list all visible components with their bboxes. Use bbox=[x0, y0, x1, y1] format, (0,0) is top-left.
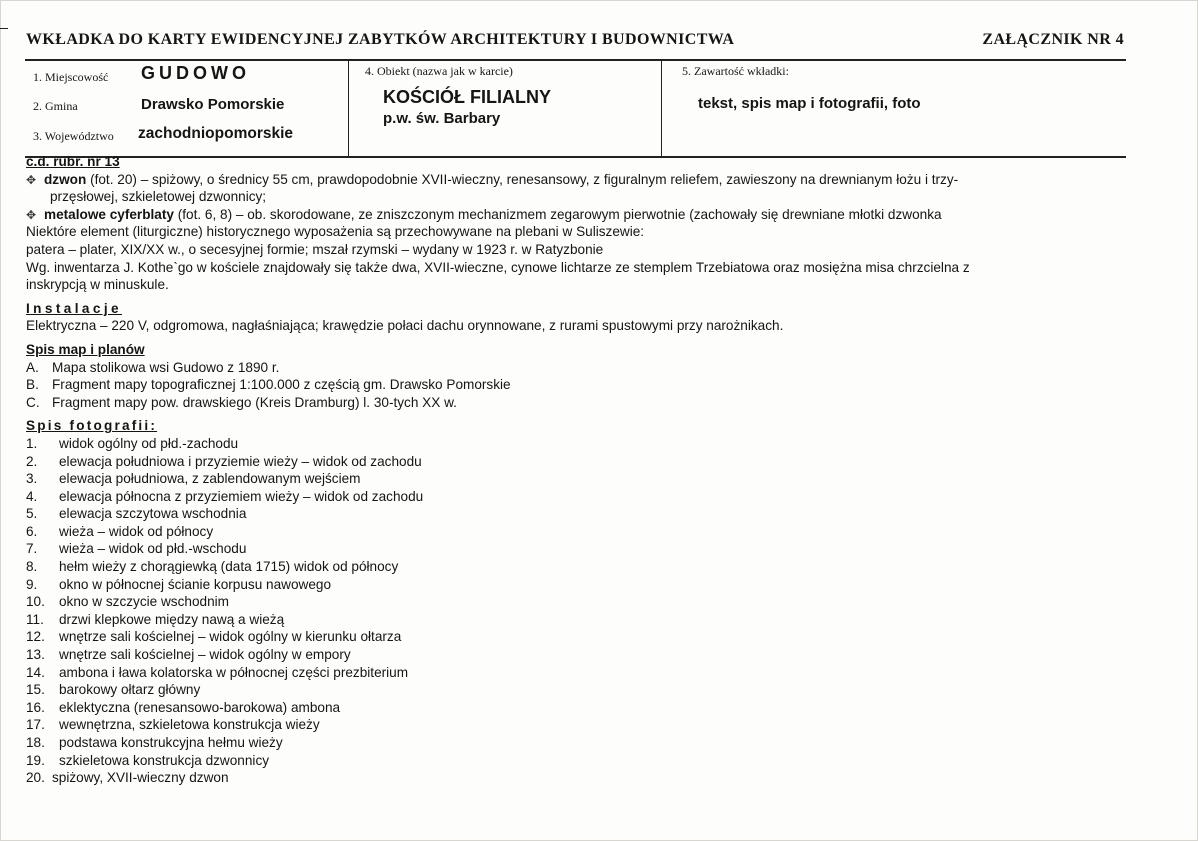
object-column bbox=[348, 61, 661, 156]
maps-list bbox=[26, 359, 1136, 412]
list-item: 9. okno w północnej ścianie korpusu nawowego bbox=[26, 576, 332, 592]
list-item: 5. elewacja szczytowa wschodnia bbox=[26, 506, 247, 522]
photos-list bbox=[26, 435, 1136, 787]
object-value-dedication: p.w. św. Barbary bbox=[383, 110, 501, 127]
insert-body bbox=[26, 153, 1136, 787]
bullet-diamond-icon: ✥ bbox=[26, 172, 37, 187]
installations-heading: Instalacje bbox=[26, 300, 122, 316]
commune-value: Drawsko Pomorskie bbox=[141, 96, 285, 113]
corner-mark bbox=[0, 28, 8, 29]
contents-label: 5. Zawartość wkładki: bbox=[682, 64, 789, 78]
list-item: 1. widok ogólny od płd.-zachodu bbox=[26, 435, 239, 451]
annex-number: ZAŁĄCZNIK NR 4 bbox=[982, 31, 1124, 48]
list-item: 7. wieża – widok od płd.-wschodu bbox=[26, 541, 247, 557]
list-item: 8. hełm wieży z chorągiewką (data 1715) widok od północy bbox=[26, 559, 399, 575]
voivodeship-label: 3. Województwo bbox=[33, 129, 114, 143]
list-item: 10. okno w szczycie wschodnim bbox=[26, 594, 229, 610]
list-item: 20. spiżowy, XVII-wieczny dzwon bbox=[26, 770, 229, 786]
list-item: A. Mapa stolikowa wsi Gudowo z 1890 r. bbox=[26, 359, 280, 375]
form-fields-table bbox=[25, 59, 1126, 158]
object-value-name: KOŚCIÓŁ FILIALNY bbox=[383, 87, 551, 107]
list-item: 12. wnętrze sali kościelnej – widok ogólny w kierunku ołtarza bbox=[26, 629, 402, 645]
contents-value: tekst, spis map i fotografii, foto bbox=[698, 95, 921, 112]
contents-column bbox=[661, 61, 1127, 156]
paten-missal-text: patera – plater, XIX/XX w., o secesyjnej formie; mszał rzymski – wydany w 1923 r. w Ratyzbonie bbox=[26, 241, 604, 257]
place-label: 1. Miejscowość bbox=[33, 70, 109, 84]
list-item: 2. elewacja południowa i przyziemie wieży – widok od zachodu bbox=[26, 453, 422, 469]
list-item: 19. szkieletowa konstrukcja dzwonnicy bbox=[26, 752, 270, 768]
bell-entry-continued: przęsłowej, szkieletowej dzwonnicy; bbox=[50, 189, 267, 205]
commune-label: 2. Gmina bbox=[33, 99, 78, 113]
continuation-heading: c.d. rubr. nr 13 bbox=[26, 154, 120, 169]
list-item: 16. eklektyczna (renesansowo-barokowa) ambona bbox=[26, 699, 341, 715]
list-item: 4. elewacja północna z przyziemiem wieży – widok od zachodu bbox=[26, 488, 424, 504]
list-item: 18. podstawa konstrukcyjna hełmu wieży bbox=[26, 735, 283, 750]
inventory-text: Wg. inwentarza J. Kothe`go w kościele znajdowały się także dwa, XVII-wieczne, cynowe lichtarze ze stemplem Trzebiatowa oraz mosiężna misa chrzcielna z bbox=[26, 259, 970, 275]
form-header bbox=[26, 31, 1124, 51]
object-label: 4. Obiekt (nazwa jak w karcie) bbox=[365, 64, 513, 78]
list-item: 13. wnętrze sali kościelnej – widok ogólny w empory bbox=[26, 647, 351, 663]
list-item: C. Fragment mapy pow. drawskiego (Kreis Dramburg) l. 30-tych XX w. bbox=[26, 394, 457, 410]
installations-text: Elektryczna – 220 V, odgromowa, nagłaśniająca; krawędzie połaci dachu orynnowane, z rurami spustowymi przy narożnikach. bbox=[26, 318, 784, 334]
list-item: 6. wieża – widok od północy bbox=[26, 523, 214, 539]
voivodeship-value: zachodniopomorskie bbox=[138, 125, 294, 142]
location-column bbox=[25, 61, 347, 156]
list-item: 14. ambona i ława kolatorska w północnej części prezbiterium bbox=[26, 664, 409, 680]
list-item: 3. elewacja południowa, z zablendowanym wejściem bbox=[26, 471, 361, 487]
photos-heading: Spis fotografii: bbox=[26, 418, 158, 434]
inventory-text-continued: inskrypcją w minuskule. bbox=[26, 277, 169, 293]
form-title: WKŁADKA DO KARTY EWIDENCYJNEJ ZABYTKÓW ARCHITEKTURY I BUDOWNICTWA bbox=[26, 31, 735, 48]
list-item: 17. wewnętrzna, szkieletowa konstrukcja wieży bbox=[26, 717, 320, 733]
bullet-diamond-icon: ✥ bbox=[26, 207, 37, 222]
place-value: GUDOWO bbox=[141, 63, 250, 83]
liturgical-items-text: Niektóre element (liturgiczne) historycznego wyposażenia są przechowywane na plebani w Suliszewie: bbox=[26, 224, 645, 240]
list-item: B. Fragment mapy topograficznej 1:100.000 z częścią gm. Drawsko Pomorskie bbox=[26, 377, 511, 393]
maps-heading: Spis map i planów bbox=[26, 341, 145, 357]
clock-dials-entry: ✥ metalowe cyferblaty (fot. 6, 8) – ob. skorodowane, ze zniszczonym mechanizmem zegarowym pierwotnie (zachowały się drewniane młotki dzwonka bbox=[26, 206, 1136, 224]
list-item: 11. drzwi klepkowe między nawą a wieżą bbox=[26, 611, 285, 627]
bell-entry: ✥ dzwon (fot. 20) – spiżowy, o średnicy 55 cm, prawdopodobnie XVII-wieczny, renesansowy, z figuralnym reliefem, zawieszony na drewnianym łożu i trzy- bbox=[26, 171, 1136, 189]
list-item: 15. barokowy ołtarz główny bbox=[26, 682, 201, 698]
